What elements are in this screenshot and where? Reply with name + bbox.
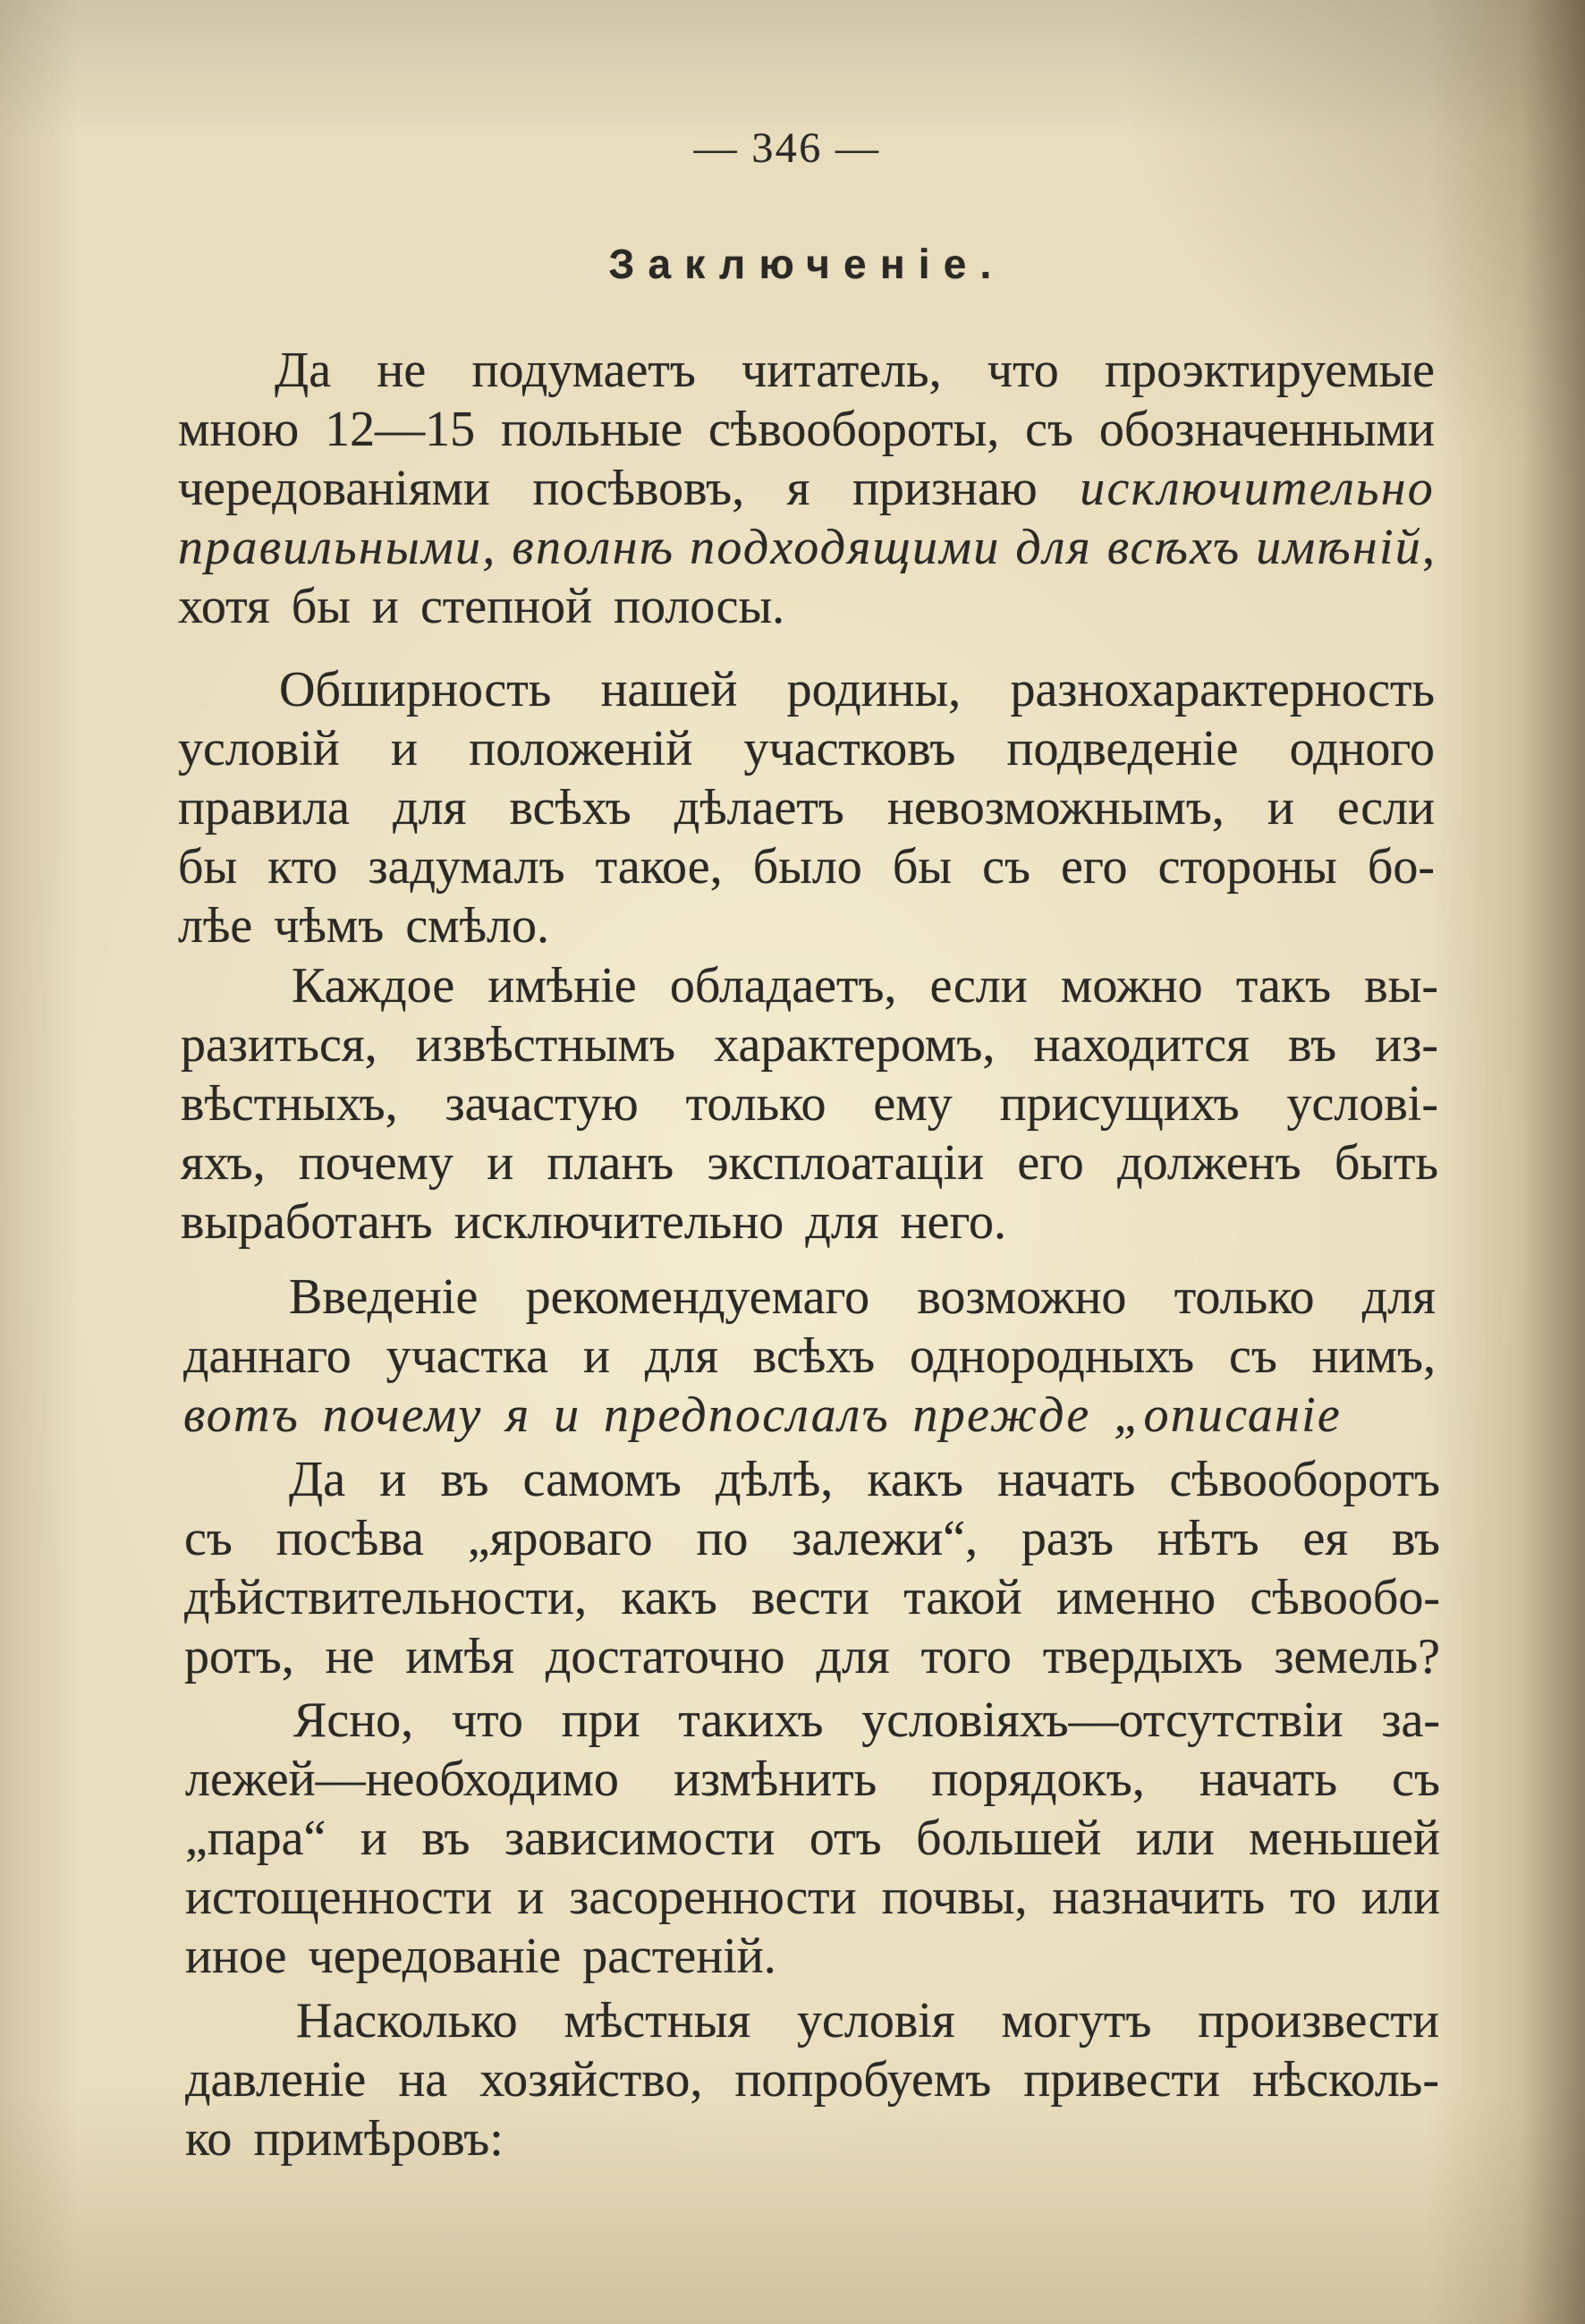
text-line: правила для всѣхъ дѣлаетъ невозможнымъ, и если xyxy=(178,780,1435,835)
text-line: выработанъ исключительно для него. xyxy=(181,1194,1007,1250)
text-line xyxy=(178,518,1435,577)
text-line: дѣйствительности, какъ вести такой именно сѣвообо- xyxy=(184,1570,1440,1625)
page-number: — 346 — xyxy=(693,124,881,172)
text-line: ко примѣровъ: xyxy=(185,2111,504,2167)
text-line: съ посѣва „яроваго по залежи“, разъ нѣтъ ея въ xyxy=(184,1511,1440,1566)
text-line: Каждое имѣніе обладаетъ, если можно такъ вы- xyxy=(292,958,1438,1014)
text-line: „пара“ и въ зависимости отъ большей или меньшей xyxy=(185,1811,1440,1866)
text-line: давленіе на хозяйство, попробуемъ привести нѣсколь- xyxy=(185,2052,1439,2108)
text-segment: чередованіями посѣвовъ, я признаю xyxy=(178,461,1081,516)
italic-segment: вотъ почему я и предпослалъ прежде „описаніе xyxy=(183,1387,1342,1443)
text-segment: , xyxy=(1422,520,1435,575)
paragraph-2 xyxy=(178,660,1435,955)
text-line: лѣе чѣмъ смѣло. xyxy=(178,898,549,954)
text-line: Введеніе рекомендуемаго возможно только для xyxy=(289,1269,1436,1325)
paragraph-5 xyxy=(184,1450,1440,1686)
paragraph-3 xyxy=(181,956,1438,1251)
text-line: условій и положеній участковъ подведеніе одного xyxy=(178,721,1435,776)
paragraph-1 xyxy=(178,341,1435,636)
text-line: Ясно, что при такихъ условіяхъ—отсутствіи за- xyxy=(293,1692,1440,1748)
text-line: ротъ, не имѣя достаточно для того твердыхъ земель? xyxy=(184,1629,1440,1684)
text-line: яхъ, почему и планъ эксплоатаціи его долженъ быть xyxy=(181,1135,1438,1191)
paragraph-6 xyxy=(185,1691,1440,1986)
text-line: Обширность нашей родины, разнохарактерность xyxy=(279,662,1435,717)
chapter-heading: Заключеніе. xyxy=(608,241,1005,287)
text-line: хотя бы и степной полосы. xyxy=(178,579,785,634)
text-line: мною 12—15 польные сѣвообороты, съ обозначенными xyxy=(178,402,1435,457)
text-line xyxy=(183,1386,1436,1445)
text-line: лежей—необходимо измѣнить порядокъ, начать съ xyxy=(185,1751,1440,1807)
text-line: Да и въ самомъ дѣлѣ, какъ начать сѣвооборотъ xyxy=(289,1452,1440,1507)
text-line: иное чередованіе растеній. xyxy=(185,1929,776,1984)
text-line: разиться, извѣстнымъ характеромъ, находится въ из- xyxy=(181,1017,1438,1073)
text-line xyxy=(178,459,1435,518)
text-line: Насколько мѣстныя условія могутъ произвести xyxy=(296,1993,1439,2048)
text-line: вѣстныхъ, зачастую только ему присущихъ услові- xyxy=(181,1076,1438,1132)
text-line: истощенности и засоренности почвы, назначить то или xyxy=(185,1870,1440,1925)
italic-segment: исключительно xyxy=(1080,461,1435,516)
paragraph-7 xyxy=(185,1991,1439,2168)
paragraph-4 xyxy=(183,1268,1436,1445)
italic-segment: правильными, вполнѣ подходящими для всѣхъ имѣній xyxy=(178,520,1422,575)
text-line: бы кто задумалъ такое, было бы съ его стороны бо- xyxy=(178,839,1435,895)
text-line: Да не подумаетъ читатель, что проэктируемые xyxy=(275,343,1435,398)
text-line: даннаго участка и для всѣхъ однородныхъ съ нимъ, xyxy=(183,1328,1436,1384)
